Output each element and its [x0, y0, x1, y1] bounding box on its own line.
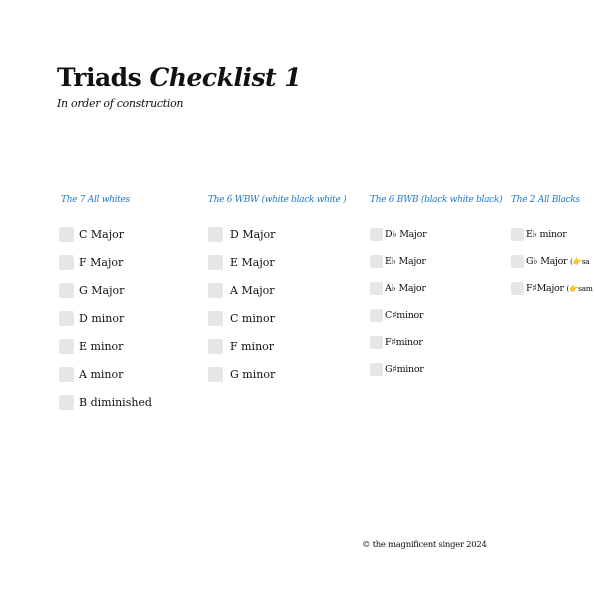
checklist — [204, 220, 346, 388]
item-label: D minor — [79, 311, 125, 325]
checkbox[interactable] — [370, 228, 383, 241]
checkbox[interactable] — [370, 282, 383, 295]
item-label: G Major — [79, 283, 125, 297]
checklist-item — [204, 276, 346, 304]
item-label: D♭ Major — [385, 228, 427, 240]
checklist-item — [204, 332, 346, 360]
item-label: E♭ Major — [385, 255, 426, 267]
checklist-item — [57, 248, 152, 276]
column-heading: The 2 All Blacks — [511, 195, 580, 205]
copyright-footer: © the magnificent singer 2024 — [362, 540, 487, 550]
column-all-whites — [57, 195, 152, 416]
checkbox[interactable] — [511, 282, 524, 295]
checklist — [366, 220, 502, 383]
checkbox[interactable] — [370, 363, 383, 376]
column-heading: The 6 BWB (black white black) — [370, 195, 503, 205]
checkbox[interactable] — [208, 255, 223, 270]
checklist-item — [204, 220, 346, 248]
item-label: A Major — [230, 283, 275, 297]
item-label: G♭ Major — [526, 255, 568, 267]
column-wbw — [204, 195, 346, 388]
checkbox[interactable] — [208, 283, 223, 298]
item-label: G♯minor — [385, 363, 424, 375]
checklist-item — [57, 220, 152, 248]
checkbox[interactable] — [370, 255, 383, 268]
checkbox[interactable] — [59, 339, 74, 354]
column-heading: The 7 All whites — [61, 195, 130, 205]
column-bwb — [366, 195, 502, 383]
item-label: C♯minor — [385, 309, 424, 321]
item-note: (👉sa — [570, 256, 590, 266]
checklist-item — [204, 304, 346, 332]
item-label: E Major — [230, 255, 275, 269]
checklist — [57, 220, 152, 416]
column-all-blacks — [507, 195, 593, 302]
checklist-item — [507, 220, 593, 248]
item-label: E minor — [79, 339, 124, 353]
checklist-item — [366, 220, 502, 248]
checkbox[interactable] — [511, 255, 524, 268]
checkbox[interactable] — [59, 367, 74, 382]
checklist-item — [366, 247, 502, 275]
page-subtitle: In order of construction — [57, 97, 184, 110]
checklist-item — [57, 360, 152, 388]
item-note: (👉sam — [566, 283, 593, 293]
item-label: E♭ minor — [526, 228, 567, 240]
item-label: C Major — [79, 227, 125, 241]
page-title — [57, 60, 301, 96]
item-label: C minor — [230, 311, 275, 325]
checklist-item — [507, 274, 593, 302]
checklist-item — [204, 248, 346, 276]
checklist-item — [366, 274, 502, 302]
item-label: F♯Major — [526, 282, 564, 294]
checklist-item — [507, 247, 593, 275]
checklist-item — [57, 332, 152, 360]
checkbox[interactable] — [208, 311, 223, 326]
item-label: A♭ Major — [385, 282, 426, 294]
item-label: F minor — [230, 339, 275, 353]
item-label: G minor — [230, 367, 276, 381]
column-heading: The 6 WBW (white black white ) — [208, 195, 347, 205]
checkbox[interactable] — [59, 311, 74, 326]
item-label: F Major — [79, 255, 124, 269]
checklist-item — [57, 276, 152, 304]
item-label: A minor — [79, 367, 124, 381]
item-label: B diminished — [79, 395, 152, 409]
checkbox[interactable] — [208, 367, 223, 382]
checklist-item — [204, 360, 346, 388]
checkbox[interactable] — [511, 228, 524, 241]
checkbox[interactable] — [59, 283, 74, 298]
checkbox[interactable] — [208, 339, 223, 354]
checkbox[interactable] — [370, 336, 383, 349]
item-label: D Major — [230, 227, 276, 241]
checklist-item — [366, 301, 502, 329]
checkbox[interactable] — [208, 227, 223, 242]
checklist-item — [366, 355, 502, 383]
checklist-item — [366, 328, 502, 356]
title-main: Triads — [57, 63, 142, 92]
checklist-item — [57, 388, 152, 416]
checklist — [507, 220, 593, 302]
checklist-item — [57, 304, 152, 332]
item-label: F♯minor — [385, 336, 423, 348]
title-italic: Checklist 1 — [149, 63, 302, 92]
checkbox[interactable] — [59, 395, 74, 410]
checkbox[interactable] — [370, 309, 383, 322]
checkbox[interactable] — [59, 227, 74, 242]
checkbox[interactable] — [59, 255, 74, 270]
